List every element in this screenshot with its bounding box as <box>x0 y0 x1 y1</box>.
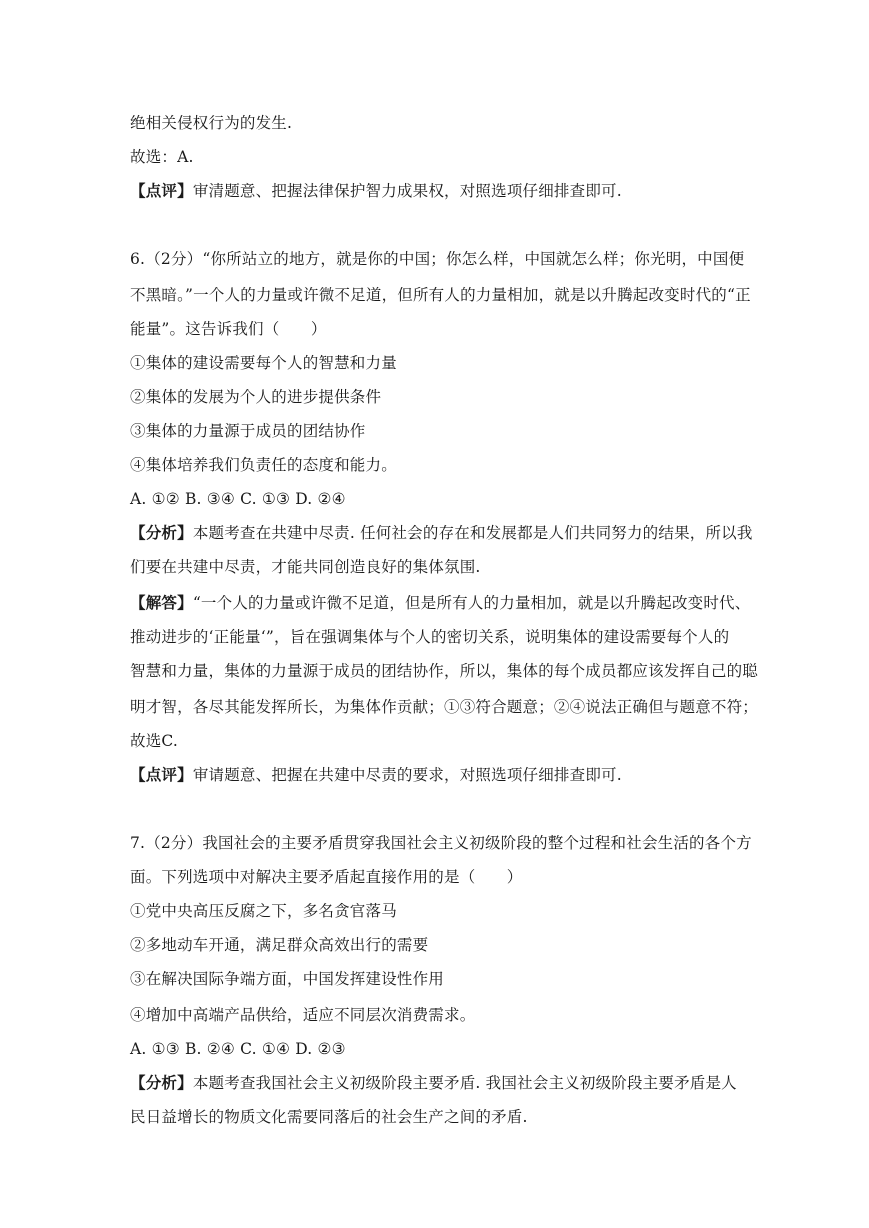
comment-tag: 【点评】 <box>130 182 193 200</box>
answer-line: 智慧和力量，集体的力量源于成员的团结协作，所以，集体的每个成员都应该发挥自己的聪 <box>130 662 759 680</box>
question-stem: 6.（2分）“你所站立的地方，就是你的中国；你怎么样，中国就怎么样；你光明，中国便 <box>130 250 745 268</box>
option-item: ③在解决国际争端方面，中国发挥建设性作用 <box>130 970 445 988</box>
answer-line: 明才智，各尽其能发挥所长，为集体作贡献；①③符合题意；②④说法正确但与题意不符； <box>130 698 759 716</box>
text-line: 绝相关侵权行为的发生. <box>130 114 293 132</box>
question-stem: 能量”。这告诉我们（ ） <box>130 320 327 338</box>
analysis-line <box>130 1072 750 1094</box>
answer-line: 故选C. <box>130 732 179 750</box>
analysis-line <box>130 522 753 544</box>
comment-text: 审清题意、把握法律保护智力成果权，对照选项仔细排查即可. <box>192 182 622 200</box>
text-line: 故选：A. <box>130 148 194 166</box>
option-item: ④集体培养我们负责任的态度和能力。 <box>130 456 397 474</box>
answer-choices: A. ①③ B. ②④ C. ①④ D. ②③ <box>130 1040 346 1058</box>
analysis-tag: 【分析】 <box>130 1074 193 1092</box>
analysis-line: 们要在共建中尽责，才能共同创造良好的集体氛围. <box>130 558 481 576</box>
answer-line: 推动进步的‘正能量‘”，旨在强调集体与个人的密切关系，说明集体的建设需要每个人的 <box>130 628 730 646</box>
option-item: ③集体的力量源于成员的团结协作 <box>130 422 366 440</box>
comment-tag: 【点评】 <box>130 766 193 784</box>
analysis-line: 民日益增长的物质文化需要同落后的社会生产之间的矛盾. <box>130 1108 528 1126</box>
question-stem: 面。下列选项中对解决主要矛盾起直接作用的是（ ） <box>130 868 523 886</box>
option-item: ④增加中高端产品供给，适应不同层次消费需求。 <box>130 1006 476 1024</box>
answer-tag: 【解答】 <box>130 594 193 612</box>
question-stem: 不黑暗。”一个人的力量或许微不足道，但所有人的力量相加，就是以升腾起改变时代的“正 <box>130 286 751 304</box>
comment-text: 审请题意、把握在共建中尽责的要求，对照选项仔细排查即可. <box>192 766 622 784</box>
comment-line <box>130 180 750 202</box>
option-item: ①党中央高压反腐之下，多名贪官落马 <box>130 902 397 920</box>
analysis-tag: 【分析】 <box>130 524 193 542</box>
answer-choices: A. ①② B. ③④ C. ①③ D. ②④ <box>130 490 346 508</box>
option-item: ②多地动车开通，满足群众高效出行的需要 <box>130 936 429 954</box>
analysis-text: 本题考查在共建中尽责. 任何社会的存在和发展都是人们共同努力的结果，所以我 <box>192 524 753 542</box>
option-item: ①集体的建设需要每个人的智慧和力量 <box>130 354 397 372</box>
answer-text: “一个人的力量或许微不足道，但是所有人的力量相加，就是以升腾起改变时代、 <box>192 594 751 612</box>
comment-line <box>130 764 750 786</box>
analysis-text: 本题考查我国社会主义初级阶段主要矛盾. 我国社会主义初级阶段主要矛盾是人 <box>192 1074 737 1092</box>
option-item: ②集体的发展为个人的进步提供条件 <box>130 388 382 406</box>
question-stem: 7.（2分）我国社会的主要矛盾贯穿我国社会主义初级阶段的整个过程和社会生活的各个方 <box>130 834 752 852</box>
answer-line <box>130 592 750 614</box>
